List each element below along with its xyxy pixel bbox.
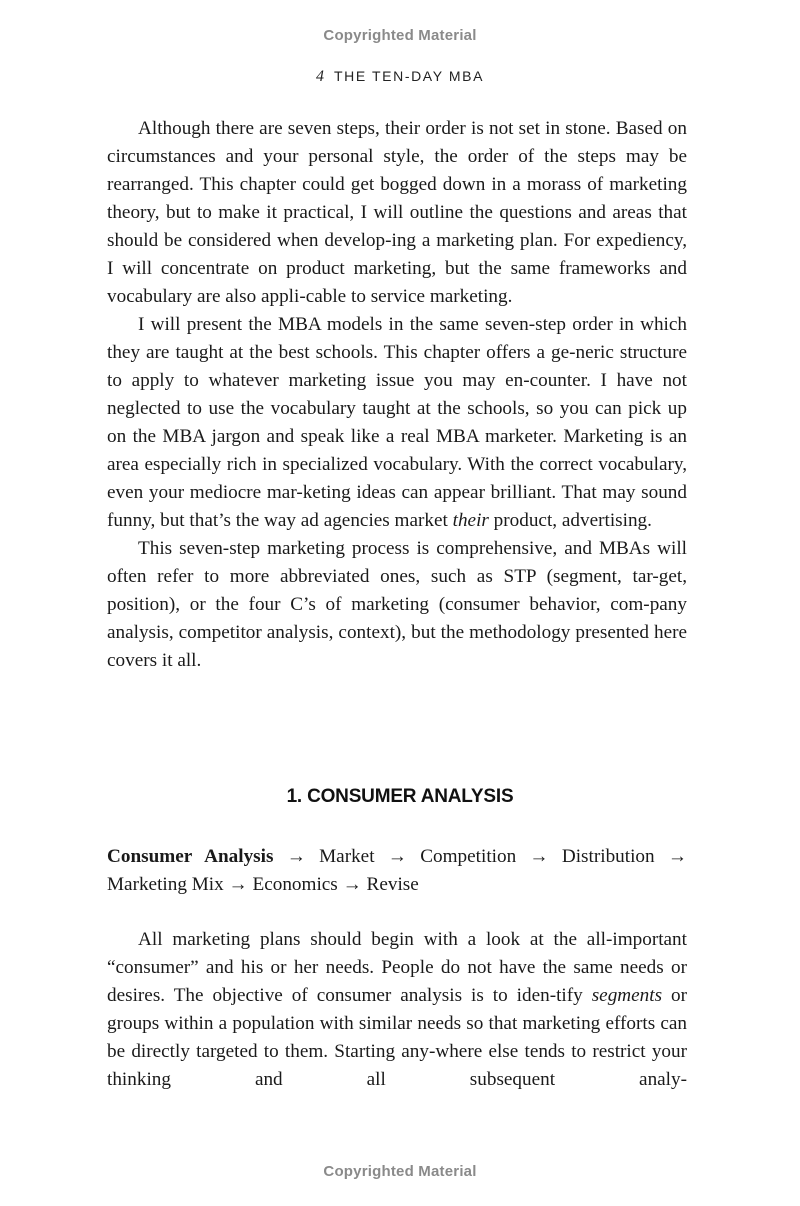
flow-step-marketing-mix: Marketing Mix bbox=[107, 874, 224, 895]
paragraph-1: Although there are seven steps, their order is not set in stone. Based on circumstances and your personal style, the order of the steps may be rearranged. This chapter could get bogged down in a morass of marketing theory, but to make it practical, I will outline the questions and areas that should be considered when develop-ing a marketing plan. For expediency, I will concentrate on product marketing, but the same frameworks and vocabulary are also appli-cable to service marketing. bbox=[107, 118, 687, 307]
paragraph-2 bbox=[107, 311, 687, 535]
flow-arrow: → bbox=[342, 874, 362, 895]
page-number: 4 bbox=[315, 68, 324, 85]
process-flow bbox=[107, 843, 687, 899]
flow-step-economics: Economics bbox=[252, 874, 338, 895]
book-title: THE TEN-DAY MBA bbox=[333, 68, 485, 84]
section-heading: 1. CONSUMER ANALYSIS bbox=[286, 786, 514, 807]
flow-step-consumer-analysis: Consumer Analysis bbox=[107, 846, 274, 867]
body-text-bottom bbox=[107, 926, 687, 1094]
flow-arrow: → bbox=[529, 846, 549, 867]
paragraph-2-emphasis: their bbox=[452, 510, 489, 531]
paragraph-4 bbox=[107, 926, 687, 1094]
paragraph-2-tail: product, advertising. bbox=[488, 510, 652, 531]
paragraph-4-tail: or groups within a population with similar needs so that marketing efforts can be directly targeted to them. Starting any-where else tends to restrict your thinking and all subsequent analy- bbox=[107, 985, 688, 1090]
body-text-top bbox=[107, 115, 687, 675]
paragraph-2-text: I will present the MBA models in the same seven-step order in which they are taught at the best schools. This chapter offers a ge-neric structure to apply to whatever marketing issue you may en-counter. I have not neglected to use the vocabulary taught at the schools, so you can pick up on the MBA jargon and speak like a real MBA marketer. Marketing is an area especially rich in specialized vocabulary. With the correct vocabulary, even your mediocre mar-keting ideas can appear brilliant. That may sound funny, but that’s the way ad agencies market bbox=[107, 314, 687, 531]
flow-arrow: → bbox=[228, 874, 248, 895]
flow-step-revise: Revise bbox=[366, 874, 419, 895]
flow-arrow: → bbox=[667, 846, 688, 867]
paragraph-3: This seven-step marketing process is comprehensive, and MBAs will often refer to more abbreviated ones, such as STP (segment, tar-get, position), or the four C’s of marketing (consumer behavior, com-pany analysis, competitor analysis, context), but the methodology presented here covers it all. bbox=[107, 538, 687, 671]
running-head bbox=[0, 68, 800, 86]
paragraph-4-emphasis: segments bbox=[591, 985, 663, 1006]
paragraph-4-text: All marketing plans should begin with a look at the all-important “consumer” and his or her needs. People do not have the same needs or desires. The objective of consumer analysis is to iden-tify bbox=[107, 929, 687, 1006]
flow-step-market: Market bbox=[319, 846, 375, 867]
flow-arrow: → bbox=[387, 846, 407, 867]
copyright-watermark-top: Copyrighted Material bbox=[323, 27, 477, 44]
flow-step-competition: Competition bbox=[420, 846, 517, 867]
flow-step-distribution: Distribution bbox=[561, 846, 655, 867]
copyright-watermark-bottom: Copyrighted Material bbox=[323, 1163, 477, 1180]
flow-arrow: → bbox=[286, 846, 306, 867]
